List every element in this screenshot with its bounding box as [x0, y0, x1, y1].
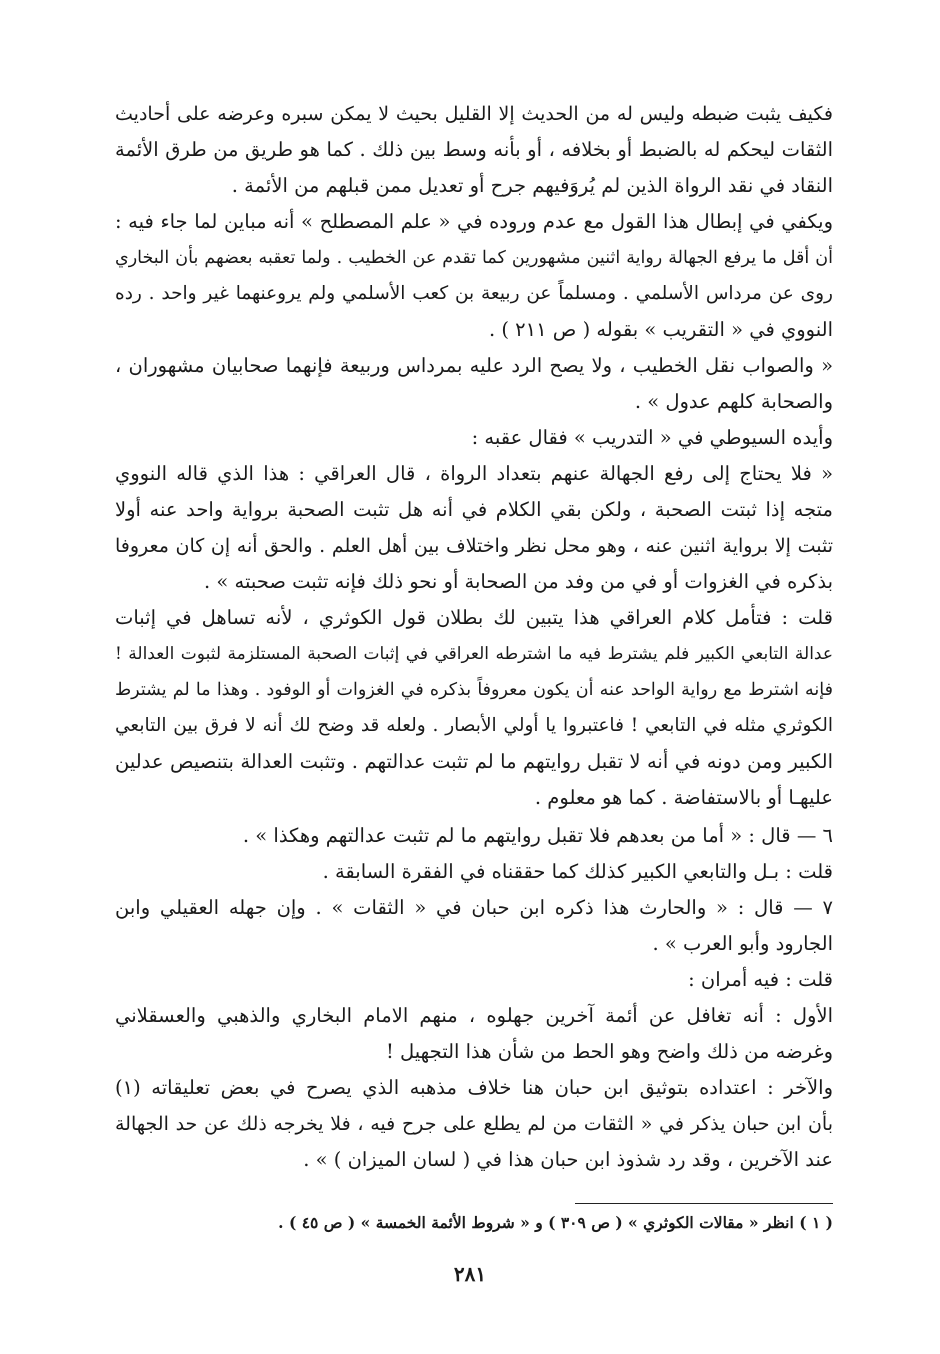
text-line: وأيده السيوطي في « التدريب » فقال عقبه : — [471, 426, 833, 449]
text-line: « والصواب نقل الخطيب ، ولا يصح الرد عليه بمرداس وربيعة فإنهما صحابيان مشهوران ، — [115, 354, 833, 377]
text-line: متجه إذا ثبتت الصحبة ، ولكن بقي الكلام في أنه هل تثبت الصحبة برواية واحد عنه أولا — [115, 498, 833, 521]
text-line: قلت : بـل والتابعي الكبير كذلك كما حققناه في الفقرة السابقة . — [322, 860, 833, 883]
text-line: فكيف يثبت ضبطه وليس له من الحديث إلا القليل بحيث لا يمكن سبره وعرضه على أحاديث — [115, 103, 833, 125]
text-line: عدالة التابعي الكبير فلم يشترط فيه ما اشترطه العراقي في إثبات الصحبة المستلزمة لثبوت العدالة ! — [115, 644, 833, 664]
text-line: بذكره في الغزوات أو في من وفد من الصحابة أو نحو ذلك فإنه تثبت صحبته » . — [204, 570, 833, 593]
text-line: والآخر : اعتداده بتوثيق ابن حبان هنا خلاف مذهبه الذي يصرح في بعض تعليقاته (١) — [115, 1076, 833, 1099]
text-line: والصحابة كلهم عدول » . — [634, 390, 833, 413]
text-line: النووي في « التقريب » بقوله ( ص ٢١١ ) . — [488, 318, 833, 341]
text-line: الكوثري مثله في التابعي ! فاعتبروا يا أولي الأبصار . ولعله قد وضح لك أنه لا فرق بين التابعي — [115, 715, 833, 736]
footnote-divider — [575, 1203, 833, 1204]
page-number: ٢٨١ — [453, 1262, 487, 1286]
text-line: النقاد في نقد الرواة الذين لم يُروَفيهم جرح أو تعديل ممن قبلهم من الأئمة . — [231, 174, 833, 197]
footnote: ( ١ ) انظر « مقالات الكوثري » ( ص ٣٠٩ ) و « شروط الأئمة الخمسة » ( ص ٤٥ ) . — [278, 1213, 833, 1232]
text-line: أن أقل ما يرفع الجهالة رواية اثنين مشهورين كما تقدم عن الخطيب . ولما تعقبه بعضهم بأن البخاري — [115, 248, 833, 268]
text-line: وغرضه من ذلك واضح وهو الحط من شأن هذا التجهيل ! — [385, 1040, 833, 1063]
main-text-block — [115, 96, 833, 816]
numbered-text-block — [115, 818, 833, 1178]
text-line: الثقات ليحكم له بالضبط أو بخلافه ، أو بأنه وسط بين ذلك . كما هو طريق من طرق الأئمة — [115, 138, 833, 161]
text-line: الكبير ومن دونه في أنه لا تقبل روايتهم ما لم تثبت عدالتهم . وتثبت العدالة بتنصيص عدلين — [115, 750, 833, 773]
text-line: ٧ — قال : « والحارث هذا ذكره ابن حبان في « الثقات » . وإن جهله العقيلي وابن — [115, 896, 833, 919]
text-line: بأن ابن حبان يذكر في « الثقات من لم يطلع على جرح فيه ، فلا يخرجه ذلك عن حد الجهالة — [115, 1113, 833, 1135]
text-line: ويكفي في إبطال هذا القول مع عدم وروده في « علم المصطلح » أنه مباين لما جاء فيه : — [115, 210, 833, 233]
text-line: عند الآخرين ، وقد رد شذوذ ابن حبان هذا في ( لسان الميزان ) » . — [303, 1148, 833, 1171]
text-line: « فلا يحتاج إلى رفع الجهالة عنهم بتعداد الرواة ، قال العراقي : هذا الذي قاله النووي — [115, 462, 833, 485]
text-line: الأول : أنه تغافل عن أئمة آخرين جهلوه ، منهم الامام البخاري والذهبي والعسقلاني — [115, 1004, 833, 1027]
text-line: الجارود وأبو العرب » . — [652, 932, 833, 955]
text-line: قلت : فتأمل كلام العراقي هذا يتبين لك بطلان قول الكوثري ، لأنه تساهل في إثبات — [115, 606, 833, 629]
text-line: فإنه اشترط مع رواية الواحد عنه أن يكون معروفاً بذكره في الغزوات أو الوفود . وهذا ما لم يشترط — [115, 680, 833, 700]
text-line: تثبت إلا برواية اثنين عنه ، وهو محل نظر واختلاف بين أهل العلم . والحق أنه إن كان معروفا — [115, 535, 833, 557]
text-line: ٦ — قال : « أما من بعدهم فلا تقبل روايتهم ما لم تثبت عدالتهم وهكذا » . — [242, 824, 833, 847]
text-line: قلت : فيه أمران : — [688, 968, 833, 991]
text-line: عليهـا أو بالاستفاضة . كما هو معلوم . — [534, 786, 833, 809]
text-line: روى عن مرداس الأسلمي . ومسلماً عن ربيعة بن كعب الأسلمي ولم يروعنهما غير واحد . رده — [115, 283, 833, 304]
